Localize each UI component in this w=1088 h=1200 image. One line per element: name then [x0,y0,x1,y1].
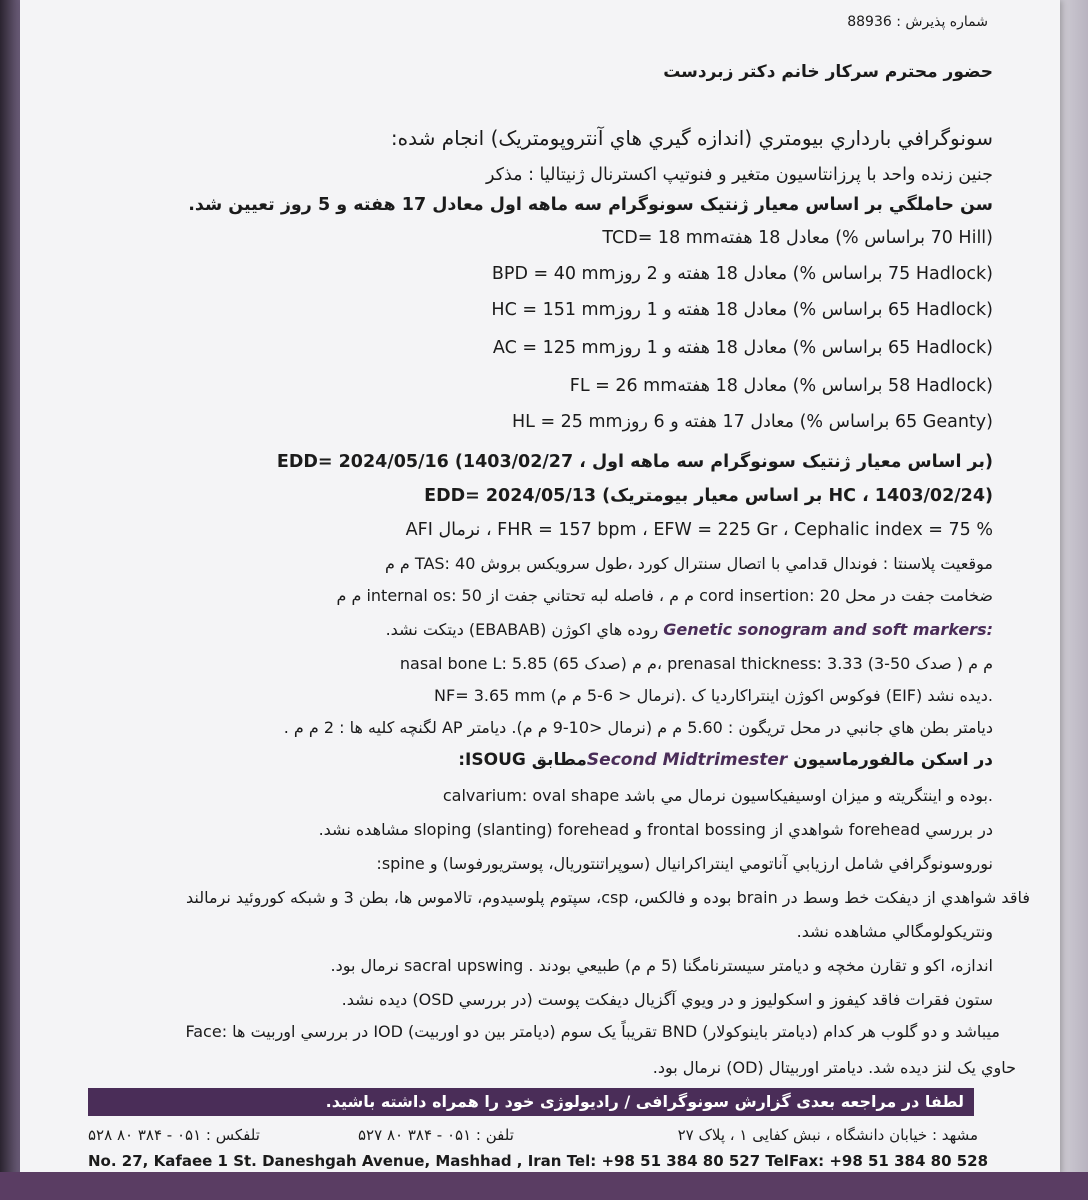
fl-line: FL = 26 mmمعادل 18 هفته (% 58 براساس Hadlock) [569,376,993,396]
phone-fa: تلفن : ۰۵۱ - ۳۸۴ ۸۰ ۵۲۷ [358,1126,514,1144]
cerebellum-line: اندازه، اکو و تقارن مخچه و ديامتر سيسترنامگنا (5 م م) طبيعي بودند . sacral upswing نرمال بود. [330,956,993,975]
malformation-scan-heading [458,750,993,770]
neurosonography-line: نوروسونوگرافي شامل ارزيابي آناتومي اينتراکرانيال (سوپراتنتوريال، پوستريورفوسا) و spine: [376,854,993,873]
face-line: Face: در بررسي اوربيت ها IOD (ديامتر بين دو اوربيت) تقريباً يک سوم BND (ديامتر باينوکولار) ميباشد و دو گلوب هر کدام [185,1022,1000,1041]
tcd-line: TCD= 18 mmمعادل 18 هفته (% 70 براساس Hill) [602,228,993,248]
fax-fa: تلفکس : ۰۵۱ - ۳۸۴ ۸۰ ۵۲۸ [88,1126,260,1144]
genetic-sonogram-label: Genetic sonogram and soft markers: [663,620,993,639]
genetic-sonogram-text: روده هاي اکوژن (EBABAB) ديتکت نشد. [385,620,664,639]
nasal-bone-line: nasal bone L: 5.85 م م (صدک 65)، prenasal thickness: 3.33 م م ( صدک 50-3) [399,654,993,673]
reminder-banner: لطفا در مراجعه بعدی گزارش سونوگرافی / رادیولوژی خود را همراه داشته باشید. [88,1088,974,1116]
indices-line: AFI نرمال ، FHR = 157 bpm ، EFW = 225 Gr ، Cephalic index = 75 % [405,520,993,540]
background-bottom [0,1172,1088,1200]
ventricle-line: ديامتر بطن هاي جانبي در محل تريگون : 5.60 م م (نرمال <10-9 م م). ديامتر AP لگنچه کليه ها : 2 م م . [283,718,993,737]
nf-line: NF= 3.65 mm (نرمال < 6-5 م م). فوکوس اکوژن اينتراکارديا ک (EIF) ديده نشد. [434,686,993,705]
greeting-line: حضور محترم سرکار خانم دکتر زبردست [663,62,993,82]
admission-number: شماره پذیرش : 88936 [847,14,988,30]
address-fa: مشهد : خیابان دانشگاه ، نبش کفایی ۱ ، پلاک ۲۷ [677,1126,978,1144]
forehead-line: در بررسي forehead شواهدي از frontal bossing و sloping (slanting) forehead مشاهده نشد. [318,820,993,839]
hc-line: HC = 151 mmمعادل 18 هفته و 1 روز (% 65 براساس Hadlock) [491,300,993,320]
scan-prefix: در اسکن مالفورماسيون [787,750,993,770]
fetus-line: جنين زنده واحد با پرزانتاسيون متغير و فنوتيپ اکسترنال ژنيتاليا : مذکر [485,165,993,185]
spine-line: ستون فقرات فاقد کيفوز و اسکوليوز و در ويوي آگزيال ديفکت پوست (در بررسي OSD) ديده نشد. [341,990,993,1009]
face-line-2: حاوي يک لنز ديده شد. ديامتر اوربيتال (OD) نرمال بود. [652,1058,1016,1077]
ac-line: AC = 125 mmمعادل 18 هفته و 1 روز (% 65 براساس Hadlock) [492,338,993,358]
report-title: سونوگرافي بارداري بيومتري (اندازه گيري هاي آنتروپومتريک) انجام شده: [390,126,993,150]
address-en: No. 27, Kafaee 1 St. Daneshgah Avenue, Mashhad , Iran Tel: +98 51 384 80 527 TelFax: +98 51 384 80 528 [88,1152,989,1170]
genetic-sonogram-line [386,620,993,639]
placenta-line: موقعيت پلاسنتا : فوندال قدامي با اتصال سنترال کورد ،طول سرويکس بروش TAS: 40 م م [384,554,993,573]
edd-line-2: EDD= 2024/05/13 (بر اساس معيار بيومتريک HC ، 1403/02/24) [424,486,993,506]
edd-line-1: EDD= 2024/05/16 (بر اساس معيار ژنتيک سونوگرام سه ماهه اول ، 1403/02/27) [276,452,993,472]
ventriculomegaly-line: ونتريکولومگالي مشاهده نشد. [796,922,993,941]
placenta-thickness-line: ضخامت جفت در محل cord insertion: 20 م م ، فاصله لبه تحتاني جفت از internal os: 50 م م [336,586,993,605]
calvarium-line: calvarium: oval shape بوده و اينتگريته و ميزان اوسيفيکاسيون نرمال مي باشد. [442,786,993,805]
scan-suffix: مطابق ISOUG: [458,750,587,770]
hl-line: HL = 25 mmمعادل 17 هفته و 6 روز (% 65 براساس Geanty) [511,412,993,432]
bpd-line: BPD = 40 mmمعادل 18 هفته و 2 روز (% 75 براساس Hadlock) [491,264,993,284]
gestational-age-line: سن حاملگي بر اساس معيار ژنتيک سونوگرام سه ماهه اول معادل 17 هفته و 5 روز تعيين شد. [188,195,993,215]
scan-midtrimester: Second Midtrimester [586,750,788,770]
brain-line: فاقد شواهدي از ديفکت خط وسط در brain بوده و فالکس، csp، سپتوم پلوسيدوم، تالاموس ها، بطن 3 و شبکه کوروئيد نرمالند [186,888,1030,907]
